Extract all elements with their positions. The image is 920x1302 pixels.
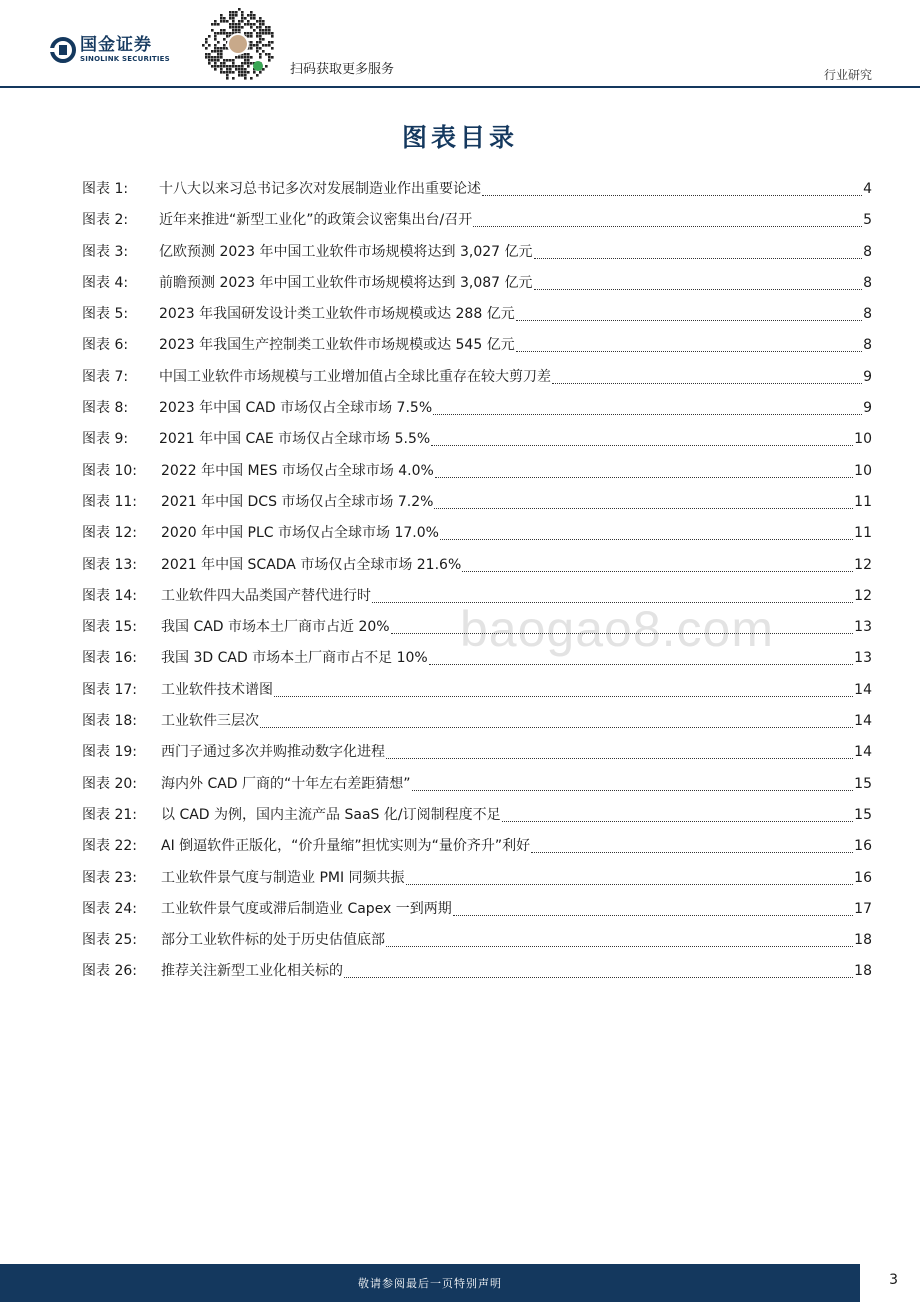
toc-figure-title: 2021 年中国 CAE 市场仅占全球市场 5.5% <box>159 431 431 448</box>
toc-dot-leader <box>516 330 862 360</box>
toc-figure-title: 2023 年我国生产控制类工业软件市场规模或达 545 亿元 <box>159 337 515 354</box>
toc-page-number: 12 <box>854 556 872 573</box>
toc-dot-leader <box>435 456 853 486</box>
toc-row[interactable] <box>82 612 872 643</box>
toc-row[interactable] <box>82 956 872 987</box>
toc-figure-number: 图表 3: <box>82 243 129 260</box>
toc-page-number: 10 <box>854 431 872 448</box>
toc-row[interactable] <box>82 205 872 236</box>
toc-figure-number: 图表 10: <box>82 462 137 479</box>
toc-row[interactable] <box>82 769 872 800</box>
toc-page-number: 13 <box>854 650 872 667</box>
toc-figure-number: 图表 4: <box>82 274 129 291</box>
toc-figure-title: 工业软件三层次 <box>161 713 259 730</box>
toc-row[interactable] <box>82 330 872 361</box>
toc-page-number: 15 <box>854 775 872 792</box>
toc-figure-title: 工业软件景气度或滞后制造业 Capex 一到两期 <box>161 900 452 917</box>
qr-code-icon <box>200 6 276 82</box>
toc-figure-title: 2021 年中国 DCS 市场仅占全球市场 7.2% <box>161 493 434 510</box>
toc-page-number: 14 <box>854 713 872 730</box>
toc-figure-title: 工业软件技术谱图 <box>161 681 273 698</box>
toc-figure-title: 十八大以来习总书记多次对发展制造业作出重要论述 <box>159 181 481 197</box>
toc-dot-leader <box>552 362 862 392</box>
toc-page-number: 4 <box>863 181 872 197</box>
toc-dot-leader <box>372 581 853 611</box>
toc-figure-number: 图表 8: <box>82 400 129 417</box>
toc-dot-leader <box>391 612 854 642</box>
toc-figure-title: AI 倒逼软件正版化，“价升量缩”担忧实则为“量价齐升”利好 <box>161 838 531 855</box>
toc-figure-number: 图表 24: <box>82 900 137 917</box>
toc-page-number: 15 <box>854 806 872 823</box>
toc-page-number: 17 <box>854 900 872 917</box>
toc-figure-number: 图表 2: <box>82 212 129 229</box>
toc-row[interactable] <box>82 925 872 956</box>
toc-page-number: 13 <box>854 619 872 636</box>
toc-dot-leader <box>344 956 853 986</box>
toc-row[interactable] <box>82 518 872 549</box>
toc-dot-leader <box>431 424 853 454</box>
sinolink-logo-icon <box>50 37 76 63</box>
toc-dot-leader <box>440 518 853 548</box>
toc-figure-number: 图表 17: <box>82 681 137 698</box>
toc-figure-number: 图表 23: <box>82 869 137 886</box>
toc-dot-leader <box>516 299 862 329</box>
toc-figure-title: 西门子通过多次并购推动数字化进程 <box>161 744 385 761</box>
toc-figure-title: 海内外 CAD 厂商的“十年左右差距猜想” <box>161 775 411 792</box>
toc-row[interactable] <box>82 675 872 706</box>
toc-row[interactable] <box>82 456 872 487</box>
toc-page-number: 9 <box>863 400 872 417</box>
toc-figure-title: 我国 CAD 市场本土厂商市占近 20% <box>161 619 390 636</box>
toc-page-number: 8 <box>863 274 872 291</box>
toc-figure-number: 图表 26: <box>82 963 137 980</box>
toc-dot-leader <box>412 769 854 799</box>
toc-page-number: 18 <box>854 963 872 980</box>
toc-dot-leader <box>534 268 863 298</box>
toc-dot-leader <box>462 550 853 580</box>
toc-row[interactable] <box>82 894 872 925</box>
toc-figure-title: 前瞻预测 2023 年中国工业软件市场规模将达到 3,087 亿元 <box>159 274 533 291</box>
toc-figure-number: 图表 12: <box>82 525 137 542</box>
toc-figure-title: 工业软件四大品类国产替代进行时 <box>161 587 371 604</box>
report-category: 行业研究 <box>823 68 872 82</box>
toc-page-number: 8 <box>863 306 872 323</box>
page-header <box>0 0 920 88</box>
page-number: 3 <box>889 1272 898 1288</box>
toc-dot-leader <box>386 737 853 767</box>
toc-page-number: 14 <box>854 744 872 761</box>
toc-figure-number: 图表 14: <box>82 587 137 604</box>
toc-row[interactable] <box>82 362 872 393</box>
toc-page-number: 11 <box>854 493 872 510</box>
watermark: baogao8.com <box>460 601 775 657</box>
toc-page-number: 8 <box>863 243 872 260</box>
toc-dot-leader <box>406 863 854 893</box>
toc-page-number: 10 <box>854 462 872 479</box>
toc-figure-number: 图表 22: <box>82 838 137 855</box>
toc-figure-number: 图表 15: <box>82 619 137 636</box>
toc-dot-leader <box>434 487 853 517</box>
toc-figure-number: 图表 9: <box>82 431 129 448</box>
toc-figure-title: 工业软件景气度与制造业 PMI 同频共振 <box>161 869 405 886</box>
toc-figure-number: 图表 25: <box>82 932 137 949</box>
qr-caption: 扫码获取更多服务 <box>290 62 395 77</box>
toc-page-number: 11 <box>854 525 872 542</box>
toc-figure-title: 中国工业软件市场规模与工业增加值占全球比重存在较大剪刀差 <box>159 368 551 385</box>
page-title: 图表目录 <box>401 123 518 152</box>
toc-row[interactable] <box>82 268 872 299</box>
toc-figure-title: 2021 年中国 SCADA 市场仅占全球市场 21.6% <box>161 556 462 573</box>
toc-row[interactable] <box>82 581 872 612</box>
toc-row[interactable] <box>82 706 872 737</box>
header-divider <box>0 86 920 88</box>
toc-row[interactable] <box>82 863 872 894</box>
toc-figure-number: 图表 19: <box>82 744 137 761</box>
toc-figure-title: 亿欧预测 2023 年中国工业软件市场规模将达到 3,027 亿元 <box>159 243 533 260</box>
toc-figure-number: 图表 11: <box>82 493 137 510</box>
toc-dot-leader <box>260 706 853 736</box>
toc-row[interactable] <box>82 393 872 424</box>
company-logo <box>50 36 170 64</box>
toc-figure-number: 图表 5: <box>82 306 129 323</box>
toc-dot-leader <box>274 675 853 705</box>
toc-page-number: 16 <box>854 838 872 855</box>
toc-page-number: 5 <box>863 212 872 229</box>
toc-dot-leader <box>429 643 853 673</box>
toc-figure-title: 2022 年中国 MES 市场仅占全球市场 4.0% <box>161 462 434 479</box>
toc-figure-title: 我国 3D CAD 市场本土厂商市占不足 10% <box>161 650 428 667</box>
toc-figure-title: 2023 年中国 CAD 市场仅占全球市场 7.5% <box>159 400 433 417</box>
toc-dot-leader <box>433 393 862 423</box>
logo-english-name: SINOLINK SECURITIES <box>80 55 170 63</box>
toc-row[interactable] <box>82 831 872 862</box>
toc-row[interactable] <box>82 299 872 330</box>
toc-figure-title: 近年来推进“新型工业化”的政策会议密集出台/召开 <box>159 212 473 229</box>
toc-figure-number: 图表 13: <box>82 556 137 573</box>
toc-figure-number: 图表 18: <box>82 713 137 730</box>
toc-dot-leader <box>482 174 862 204</box>
toc-dot-leader <box>531 831 853 861</box>
toc-row[interactable] <box>82 737 872 768</box>
toc-page-number: 16 <box>854 869 872 886</box>
toc-dot-leader <box>386 925 853 955</box>
toc-page-number: 14 <box>854 681 872 698</box>
toc-figure-title: 推荐关注新型工业化相关标的 <box>161 963 343 980</box>
toc-row[interactable] <box>82 800 872 831</box>
toc-row[interactable] <box>82 487 872 518</box>
toc-dot-leader <box>473 205 862 235</box>
logo-chinese-name: 国金证券 <box>80 35 152 55</box>
toc-dot-leader <box>453 894 853 924</box>
toc-page-number: 12 <box>854 587 872 604</box>
toc-row[interactable] <box>82 424 872 455</box>
toc-row[interactable] <box>82 550 872 581</box>
toc-row[interactable] <box>82 643 872 674</box>
table-of-figures <box>82 174 872 988</box>
toc-figure-title: 部分工业软件标的处于历史估值底部 <box>161 932 385 949</box>
toc-figure-title: 2023 年我国研发设计类工业软件市场规模或达 288 亿元 <box>159 306 515 323</box>
toc-page-number: 9 <box>863 368 872 385</box>
toc-figure-number: 图表 16: <box>82 650 137 667</box>
toc-page-number: 18 <box>854 932 872 949</box>
toc-row[interactable] <box>82 174 872 205</box>
toc-figure-title: 2020 年中国 PLC 市场仅占全球市场 17.0% <box>161 525 439 542</box>
footer-disclaimer: 敬请参阅最后一页特别声明 <box>358 1277 502 1290</box>
toc-figure-title: 以 CAD 为例，国内主流产品 SaaS 化/订阅制程度不足 <box>161 806 501 823</box>
toc-dot-leader <box>534 237 863 267</box>
toc-figure-number: 图表 1: <box>82 181 129 197</box>
toc-figure-number: 图表 20: <box>82 775 137 792</box>
toc-row[interactable] <box>82 237 872 268</box>
toc-dot-leader <box>502 800 854 830</box>
toc-figure-number: 图表 6: <box>82 337 129 354</box>
toc-figure-number: 图表 7: <box>82 368 129 385</box>
toc-page-number: 8 <box>863 337 872 354</box>
toc-figure-number: 图表 21: <box>82 806 137 823</box>
